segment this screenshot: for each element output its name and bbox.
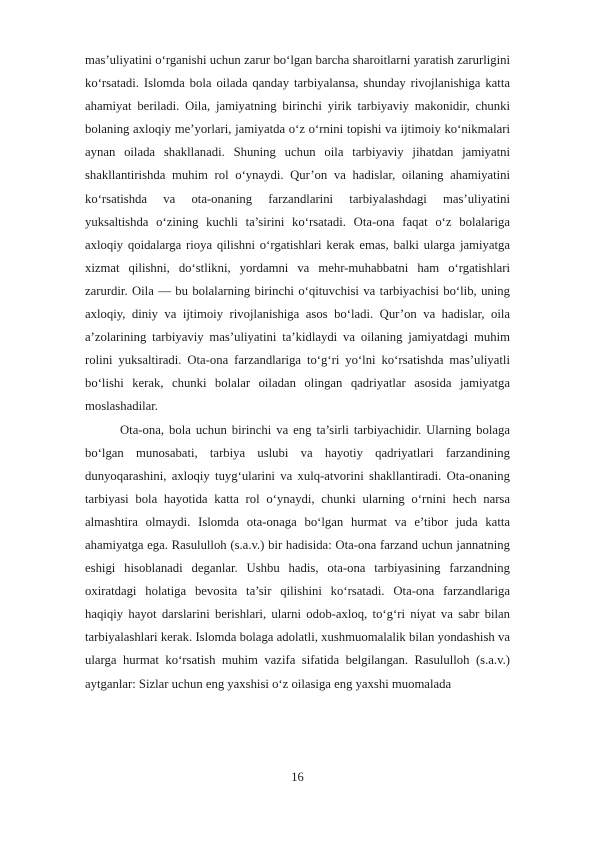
body-text [85,49,510,696]
paragraph-1: mas’uliyatini o‘rganishi uchun zarur bo‘lgan barcha sharoitlarni yaratish zarurligini ko‘rsatadi. Islomda bola oilada qanday tarbiyalansa, shunday rivojlanishiga katta ahamiyat beriladi. Oila, jamiyatning birinchi yirik tarbiyaviy makonidir, chunki bolaning axloqiy me’yorlari, jamiyatda o‘z o‘rnini topishi va ijtimoiy ko‘nikmalari aynan oilada shakllanadi. Shuning uchun oila tarbiyaviy jihatdan jamiyatni shakllantirishda muhim rol o‘ynaydi. Qur’on va hadislar, oilaning ahamiyatini ko‘rsatishda va ota-onaning farzandlarini tarbiyalashdagi mas’uliyatini yuksaltishda o‘zining kuchli ta’sirini ko‘rsatadi. Ota-ona faqat o‘z bolalariga axloqiy qoidalarga rioya qilishni o‘rgatishlari kerak emas, balki ularga jamiyatga xizmat qilishni, do‘stlikni, yordamni va mehr-muhabbatni ham o‘rgatishlari zarurdir. Oila — bu bolalarning birinchi o‘qituvchisi va tarbiyachisi bo‘lib, uning axloqiy, diniy va ijtimoiy rivojlanishiga asos bo‘ladi. Qur’on va hadislar, oila a’zolarining tarbiyaviy mas’uliyatini ta’kidlaydi va oilaning jamiyatdagi muhim rolini yuksaltiradi. Ota-ona farzandlariga to‘g‘ri yo‘lni ko‘rsatishda mas’uliyatli bo‘lishi kerak, chunki bolalar oiladan olingan qadriyatlar asosida jamiyatga moslashadilar. [85,53,510,414]
page-number: 16 [291,770,304,784]
paragraph-2: Ota-ona, bola uchun birinchi va eng ta’sirli tarbiyachidir. Ularning bolaga bo‘lgan munosabati, tarbiya uslubi va hayotiy qadriyatlari farzandining dunyoqarashini, axloqiy tuyg‘ularini va xulq-atvorini shakllantiradi. Ota-onaning tarbiyasi bola hayotida katta rol o‘ynaydi, chunki ularning o‘rnini hech narsa almashtira olmaydi. Islomda ota-onaga bo‘lgan hurmat va e’tibor juda katta ahamiyatga ega. Rasululloh (s.a.v.) bir hadisida: Ota-ona farzand uchun jannatning eshigi hisoblanadi deganlar. Ushbu hadis, ota-ona tarbiyasining farzandning oxiratdagi holatiga bevosita ta’sir qilishini ko‘rsatadi. Ota-ona farzandlariga haqiqiy hayot darslarini berishlari, ularni odob-axloq, to‘g‘ri niyat va sabr bilan tarbiyalashlari kerak. Islomda bolaga adolatli, xushmuomalalik bilan yondashish va ularga hurmat ko‘rsatish muhim vazifa sifatida belgilangan. Rasululloh (s.a.v.) aytganlar: Sizlar uchun eng yaxshisi o‘z oilasiga eng yaxshi muomalada [85,422,510,691]
